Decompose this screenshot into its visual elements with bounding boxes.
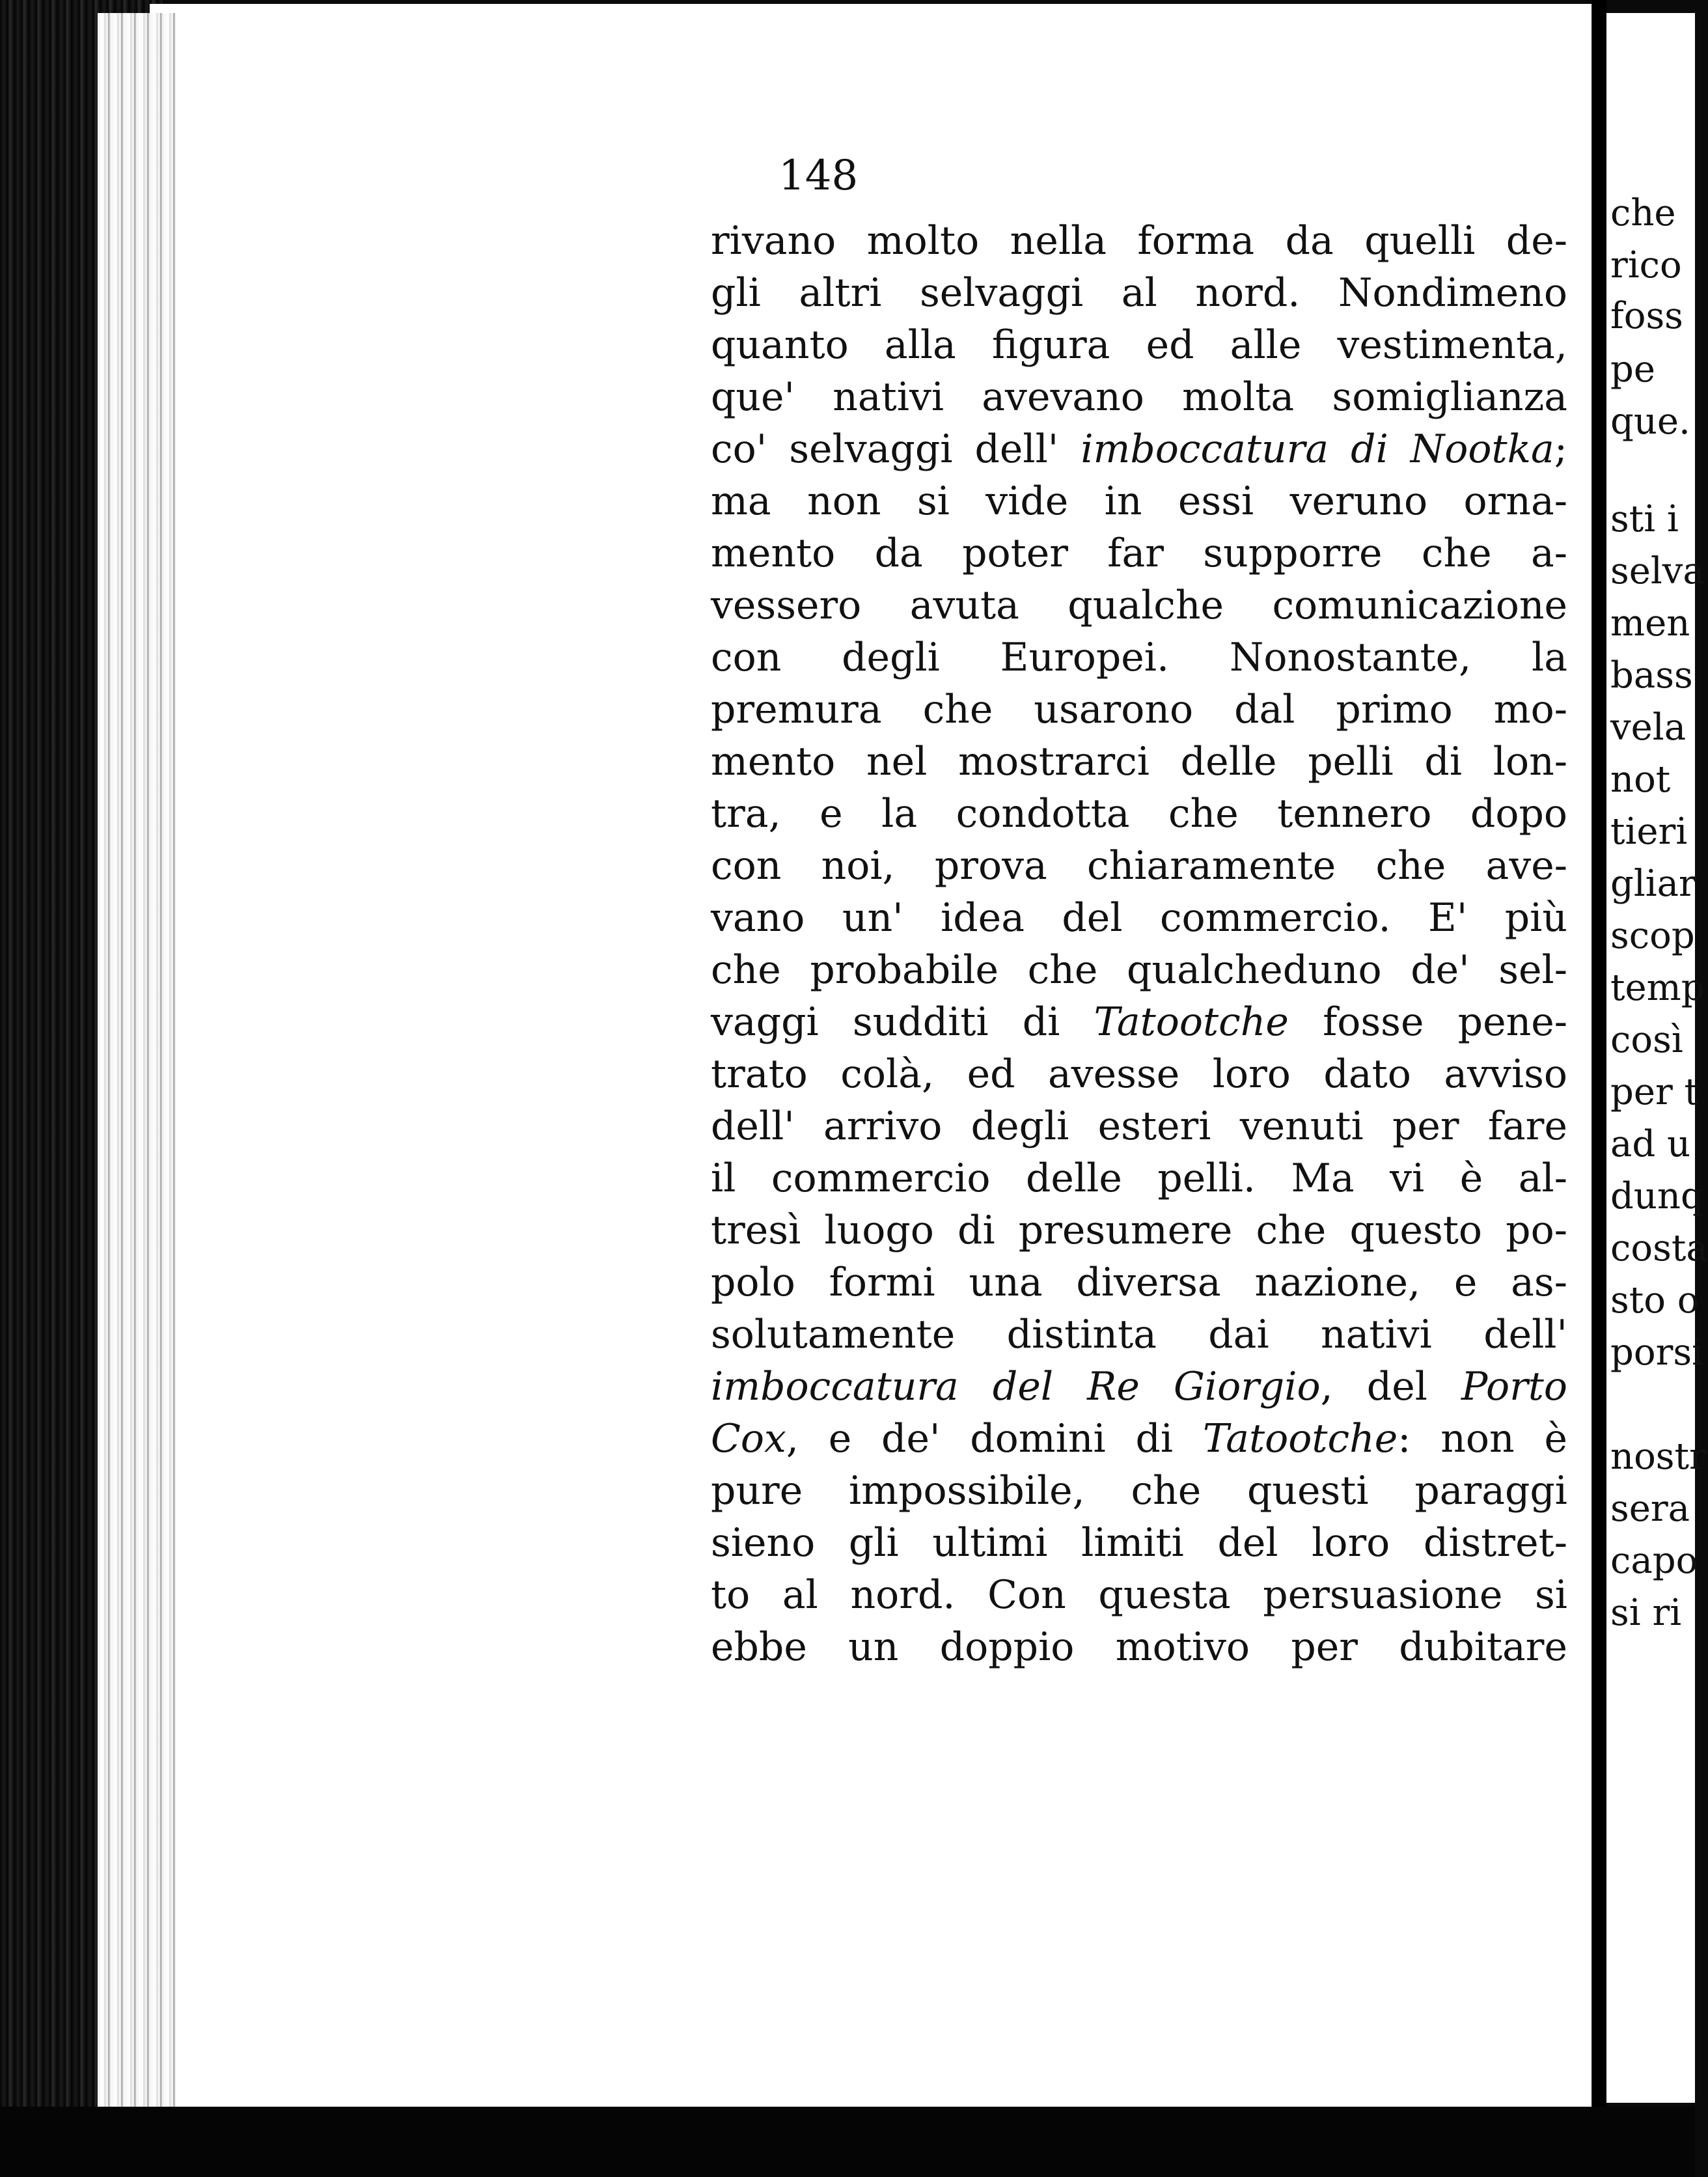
facing-page-fragment: nostr — [1610, 1435, 1707, 1478]
text-line: rivano molto nella forma da quelli de- — [711, 218, 1567, 264]
facing-page-fragment: gliar — [1610, 863, 1696, 905]
facing-page-fragment: vela — [1610, 706, 1687, 749]
facing-page-fragment: costa — [1610, 1227, 1708, 1269]
facing-page-fragment: selva — [1610, 550, 1705, 592]
text-line: vaggi sudditi di Tatootche fosse pene- — [711, 999, 1567, 1045]
text-line: il commercio delle pelli. Ma vi è al- — [711, 1156, 1567, 1201]
facing-page-fragment: dunq — [1610, 1175, 1704, 1217]
text-line: polo formi una diversa nazione, e as- — [711, 1260, 1567, 1305]
facing-page-fragment: sto o — [1610, 1279, 1700, 1322]
body-text — [711, 215, 1567, 1673]
text-line: ma non si vide in essi veruno orna- — [711, 478, 1567, 524]
facing-page-fragment: capo — [1610, 1540, 1698, 1582]
facing-page-fragment: pe — [1610, 348, 1655, 391]
text-line: trato colà, ed avesse loro dato avviso — [711, 1051, 1567, 1097]
text-line: premura che usarono dal primo mo- — [711, 687, 1567, 732]
facing-page-fragment: bass — [1610, 654, 1693, 697]
text-line: tresì luogo di presumere che questo po- — [711, 1208, 1567, 1253]
text-line: con degli Europei. Nonostante, la — [711, 635, 1567, 680]
text-line: to al nord. Con questa persuasione si — [711, 1572, 1567, 1618]
facing-page-fragment: temp — [1610, 967, 1705, 1009]
text-line: tra, e la condotta che tennero dopo — [711, 791, 1567, 837]
facing-page-fragment: porsi — [1610, 1331, 1703, 1374]
text-line: dell' arrivo degli esteri venuti per fare — [711, 1103, 1567, 1149]
facing-page-fragment: scop — [1610, 915, 1695, 957]
facing-page-fragment: si ri — [1610, 1592, 1682, 1634]
facing-page-fragment: che — [1610, 192, 1676, 234]
page-number: 148 — [778, 152, 859, 200]
text-line: quanto alla figura ed alle vestimenta, — [711, 322, 1567, 368]
text-line: que' nativi avevano molta somiglianza — [711, 374, 1567, 420]
facing-page-fragment: così — [1610, 1019, 1683, 1061]
facing-page-fragment: per t — [1610, 1071, 1700, 1113]
text-line: che probabile che qualcheduno de' sel- — [711, 947, 1567, 993]
facing-page-fragment: rico — [1610, 244, 1682, 286]
text-line: mento nel mostrarci delle pelli di lon- — [711, 739, 1567, 784]
scan-bottom-edge — [0, 2107, 1695, 2177]
page-edges — [98, 13, 176, 2116]
facing-page-fragment: sera — [1610, 1488, 1690, 1530]
text-line: vano un' idea del commercio. E' più — [711, 895, 1567, 941]
facing-page-fragment: tieri — [1610, 811, 1688, 853]
text-line: solutamente distinta dai nativi dell' — [711, 1312, 1567, 1357]
page-gutter — [1592, 0, 1606, 2177]
text-line: ebbe un doppio motivo per dubitare — [711, 1624, 1567, 1670]
facing-page-text — [1606, 0, 1708, 2177]
text-line: vessero avuta qualche comunicazione — [711, 583, 1567, 628]
facing-page-fragment: not — [1610, 758, 1671, 801]
text-line: Cox, e de' domini di Tatootche: non è — [711, 1416, 1567, 1462]
facing-page-fragment: men — [1610, 602, 1690, 645]
facing-page-fragment: que. — [1610, 400, 1690, 443]
facing-page-fragment: foss — [1610, 295, 1683, 337]
text-line: imboccatura del Re Giorgio, del Porto — [711, 1364, 1567, 1409]
text-line: sieno gli ultimi limiti del loro distret- — [711, 1520, 1567, 1566]
text-line: mento da poter far supporre che a- — [711, 531, 1567, 576]
text-line: gli altri selvaggi al nord. Nondimeno — [711, 270, 1567, 316]
text-line: pure impossibile, che questi paraggi — [711, 1468, 1567, 1514]
text-line: con noi, prova chiaramente che ave- — [711, 843, 1567, 889]
facing-page-fragment: ad u — [1610, 1123, 1691, 1165]
text-line: co' selvaggi dell' imboccatura di Nootka; — [711, 426, 1568, 472]
facing-page-fragment: sti i — [1610, 498, 1679, 540]
